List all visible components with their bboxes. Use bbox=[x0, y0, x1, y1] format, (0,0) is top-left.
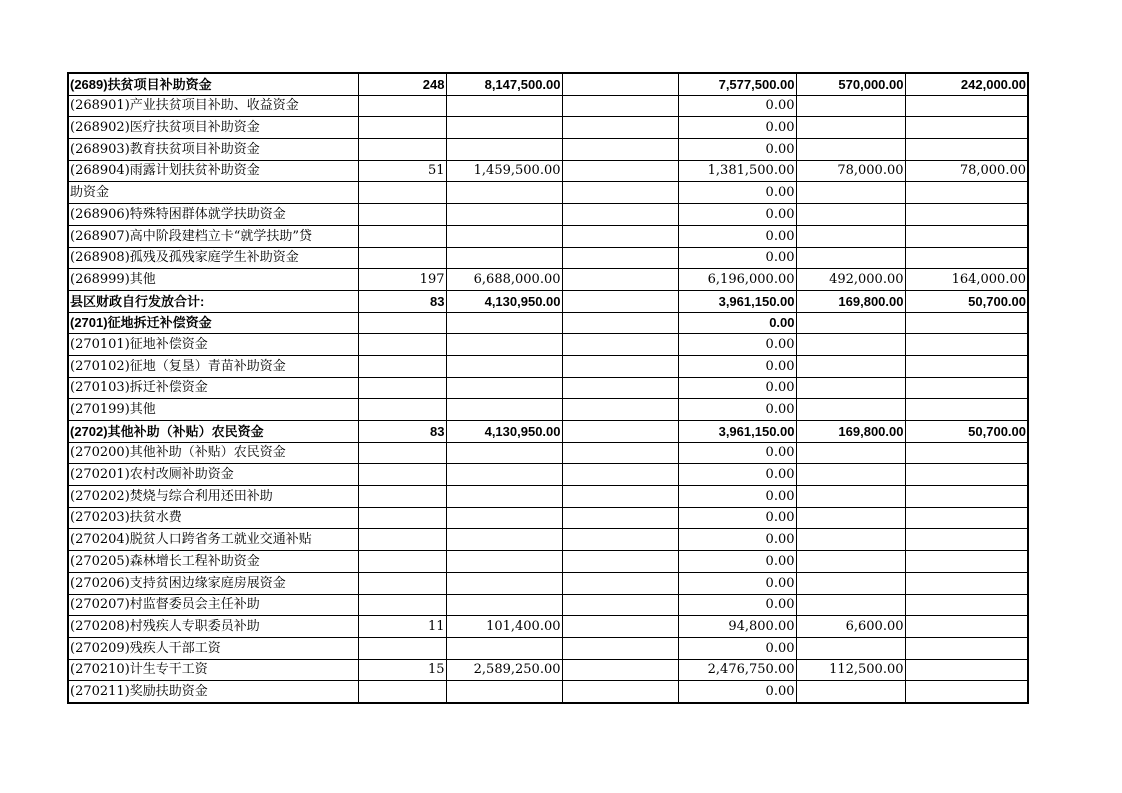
table-row bbox=[68, 572, 1028, 594]
column-5-cell: 0.00 bbox=[678, 377, 796, 399]
item-name-cell: (270201)农村改厕补助资金 bbox=[68, 464, 358, 486]
count-cell bbox=[358, 139, 446, 161]
column-7-cell bbox=[905, 334, 1028, 356]
column-6-cell bbox=[796, 204, 905, 226]
table-row bbox=[68, 681, 1028, 703]
column-4-cell bbox=[562, 377, 678, 399]
column-4-cell bbox=[562, 442, 678, 464]
table-row bbox=[68, 486, 1028, 508]
column-7-cell bbox=[905, 681, 1028, 703]
total-cell bbox=[446, 486, 562, 508]
count-cell: 83 bbox=[358, 421, 446, 443]
column-4-cell bbox=[562, 225, 678, 247]
item-name-cell: (270208)村残疾人专职委员补助 bbox=[68, 616, 358, 638]
column-4-cell bbox=[562, 507, 678, 529]
table-row bbox=[68, 334, 1028, 356]
column-6-cell bbox=[796, 507, 905, 529]
column-7-cell: 78,000.00 bbox=[905, 160, 1028, 182]
column-4-cell bbox=[562, 290, 678, 312]
column-7-cell bbox=[905, 355, 1028, 377]
item-name-cell: (270200)其他补助（补贴）农民资金 bbox=[68, 442, 358, 464]
table-row bbox=[68, 182, 1028, 204]
count-cell bbox=[358, 399, 446, 421]
item-name-cell: (268904)雨露计划扶贫补助资金 bbox=[68, 160, 358, 182]
total-cell bbox=[446, 681, 562, 703]
count-cell: 15 bbox=[358, 659, 446, 681]
column-7-cell bbox=[905, 507, 1028, 529]
total-cell bbox=[446, 355, 562, 377]
column-5-cell: 0.00 bbox=[678, 486, 796, 508]
column-4-cell bbox=[562, 95, 678, 117]
column-4-cell bbox=[562, 139, 678, 161]
table-row bbox=[68, 117, 1028, 139]
item-name-cell: (268907)高中阶段建档立卡“就学扶助”贷 bbox=[68, 225, 358, 247]
total-cell: 1,459,500.00 bbox=[446, 160, 562, 182]
count-cell bbox=[358, 182, 446, 204]
column-6-cell bbox=[796, 486, 905, 508]
column-6-cell bbox=[796, 464, 905, 486]
column-7-cell bbox=[905, 399, 1028, 421]
column-4-cell bbox=[562, 355, 678, 377]
column-4-cell bbox=[562, 182, 678, 204]
column-5-cell: 0.00 bbox=[678, 442, 796, 464]
count-cell bbox=[358, 312, 446, 334]
total-cell bbox=[446, 399, 562, 421]
column-7-cell bbox=[905, 659, 1028, 681]
item-name-cell: (270203)扶贫水费 bbox=[68, 507, 358, 529]
item-name-cell: (2689)扶贫项目补助资金 bbox=[68, 73, 358, 95]
table-row bbox=[68, 377, 1028, 399]
column-7-cell bbox=[905, 637, 1028, 659]
count-cell bbox=[358, 95, 446, 117]
total-cell bbox=[446, 594, 562, 616]
column-7-cell: 164,000.00 bbox=[905, 269, 1028, 291]
count-cell: 248 bbox=[358, 73, 446, 95]
column-5-cell: 0.00 bbox=[678, 312, 796, 334]
column-4-cell bbox=[562, 399, 678, 421]
column-4-cell bbox=[562, 204, 678, 226]
table-row bbox=[68, 290, 1028, 312]
column-4-cell bbox=[562, 637, 678, 659]
total-cell bbox=[446, 182, 562, 204]
column-5-cell: 0.00 bbox=[678, 247, 796, 269]
count-cell bbox=[358, 681, 446, 703]
column-6-cell bbox=[796, 225, 905, 247]
count-cell bbox=[358, 377, 446, 399]
column-5-cell: 0.00 bbox=[678, 594, 796, 616]
total-cell bbox=[446, 312, 562, 334]
count-cell bbox=[358, 572, 446, 594]
item-name-cell: (268903)教育扶贫项目补助资金 bbox=[68, 139, 358, 161]
column-4-cell bbox=[562, 312, 678, 334]
count-cell: 83 bbox=[358, 290, 446, 312]
count-cell bbox=[358, 247, 446, 269]
total-cell: 4,130,950.00 bbox=[446, 290, 562, 312]
item-name-cell: (270206)支持贫困边缘家庭房展资金 bbox=[68, 572, 358, 594]
total-cell bbox=[446, 464, 562, 486]
column-7-cell bbox=[905, 182, 1028, 204]
column-7-cell: 50,700.00 bbox=[905, 421, 1028, 443]
column-5-cell: 0.00 bbox=[678, 204, 796, 226]
column-6-cell bbox=[796, 377, 905, 399]
column-7-cell bbox=[905, 442, 1028, 464]
item-name-cell: (2701)征地拆迁补偿资金 bbox=[68, 312, 358, 334]
item-name-cell: (268906)特殊特困群体就学扶助资金 bbox=[68, 204, 358, 226]
table-row bbox=[68, 204, 1028, 226]
column-7-cell bbox=[905, 225, 1028, 247]
total-cell bbox=[446, 442, 562, 464]
column-5-cell: 1,381,500.00 bbox=[678, 160, 796, 182]
table-row bbox=[68, 355, 1028, 377]
column-5-cell: 0.00 bbox=[678, 334, 796, 356]
item-name-cell: (270209)残疾人干部工资 bbox=[68, 637, 358, 659]
column-6-cell bbox=[796, 334, 905, 356]
count-cell bbox=[358, 334, 446, 356]
item-name-cell: (268908)孤残及孤残家庭学生补助资金 bbox=[68, 247, 358, 269]
column-7-cell bbox=[905, 95, 1028, 117]
table-row bbox=[68, 659, 1028, 681]
column-5-cell: 2,476,750.00 bbox=[678, 659, 796, 681]
column-5-cell: 0.00 bbox=[678, 117, 796, 139]
total-cell bbox=[446, 551, 562, 573]
column-7-cell bbox=[905, 616, 1028, 638]
total-cell bbox=[446, 139, 562, 161]
funds-table bbox=[67, 72, 1029, 704]
count-cell bbox=[358, 225, 446, 247]
column-7-cell bbox=[905, 377, 1028, 399]
column-4-cell bbox=[562, 334, 678, 356]
total-cell bbox=[446, 247, 562, 269]
item-name-cell: 助资金 bbox=[68, 182, 358, 204]
total-cell: 6,688,000.00 bbox=[446, 269, 562, 291]
total-cell bbox=[446, 225, 562, 247]
table-row bbox=[68, 529, 1028, 551]
column-6-cell bbox=[796, 95, 905, 117]
column-5-cell: 0.00 bbox=[678, 95, 796, 117]
column-4-cell bbox=[562, 117, 678, 139]
column-4-cell bbox=[562, 486, 678, 508]
table-row bbox=[68, 73, 1028, 95]
count-cell bbox=[358, 442, 446, 464]
table-row bbox=[68, 160, 1028, 182]
column-4-cell bbox=[562, 616, 678, 638]
column-4-cell bbox=[562, 73, 678, 95]
column-4-cell bbox=[562, 269, 678, 291]
column-7-cell bbox=[905, 247, 1028, 269]
table-row bbox=[68, 225, 1028, 247]
column-6-cell: 112,500.00 bbox=[796, 659, 905, 681]
total-cell: 101,400.00 bbox=[446, 616, 562, 638]
table-row bbox=[68, 616, 1028, 638]
column-7-cell bbox=[905, 572, 1028, 594]
item-name-cell: (270199)其他 bbox=[68, 399, 358, 421]
column-7-cell bbox=[905, 204, 1028, 226]
item-name-cell: (268902)医疗扶贫项目补助资金 bbox=[68, 117, 358, 139]
count-cell bbox=[358, 507, 446, 529]
count-cell bbox=[358, 355, 446, 377]
column-5-cell: 6,196,000.00 bbox=[678, 269, 796, 291]
count-cell bbox=[358, 637, 446, 659]
total-cell bbox=[446, 572, 562, 594]
column-5-cell: 7,577,500.00 bbox=[678, 73, 796, 95]
column-7-cell bbox=[905, 551, 1028, 573]
column-5-cell: 0.00 bbox=[678, 399, 796, 421]
table-row bbox=[68, 442, 1028, 464]
column-5-cell: 0.00 bbox=[678, 182, 796, 204]
column-7-cell bbox=[905, 464, 1028, 486]
count-cell bbox=[358, 529, 446, 551]
column-5-cell: 0.00 bbox=[678, 551, 796, 573]
column-5-cell: 0.00 bbox=[678, 637, 796, 659]
item-name-cell: (270207)村监督委员会主任补助 bbox=[68, 594, 358, 616]
count-cell bbox=[358, 204, 446, 226]
column-7-cell bbox=[905, 486, 1028, 508]
table-row bbox=[68, 464, 1028, 486]
column-6-cell bbox=[796, 355, 905, 377]
total-cell bbox=[446, 204, 562, 226]
column-6-cell: 78,000.00 bbox=[796, 160, 905, 182]
total-cell bbox=[446, 507, 562, 529]
column-5-cell: 0.00 bbox=[678, 572, 796, 594]
column-5-cell: 0.00 bbox=[678, 139, 796, 161]
column-7-cell bbox=[905, 139, 1028, 161]
count-cell: 197 bbox=[358, 269, 446, 291]
column-6-cell bbox=[796, 247, 905, 269]
item-name-cell: 县区财政自行发放合计: bbox=[68, 290, 358, 312]
column-7-cell bbox=[905, 117, 1028, 139]
count-cell: 51 bbox=[358, 160, 446, 182]
column-6-cell bbox=[796, 681, 905, 703]
column-6-cell bbox=[796, 551, 905, 573]
column-7-cell bbox=[905, 594, 1028, 616]
column-4-cell bbox=[562, 247, 678, 269]
item-name-cell: (268999)其他 bbox=[68, 269, 358, 291]
column-6-cell bbox=[796, 594, 905, 616]
column-6-cell bbox=[796, 442, 905, 464]
table-row bbox=[68, 594, 1028, 616]
total-cell: 2,589,250.00 bbox=[446, 659, 562, 681]
total-cell bbox=[446, 637, 562, 659]
item-name-cell: (268901)产业扶贫项目补助、收益资金 bbox=[68, 95, 358, 117]
table-row bbox=[68, 637, 1028, 659]
column-6-cell bbox=[796, 139, 905, 161]
column-4-cell bbox=[562, 464, 678, 486]
column-4-cell bbox=[562, 529, 678, 551]
column-4-cell bbox=[562, 421, 678, 443]
column-6-cell: 169,800.00 bbox=[796, 290, 905, 312]
total-cell: 8,147,500.00 bbox=[446, 73, 562, 95]
column-4-cell bbox=[562, 594, 678, 616]
count-cell bbox=[358, 486, 446, 508]
column-6-cell: 492,000.00 bbox=[796, 269, 905, 291]
item-name-cell: (270210)计生专干工资 bbox=[68, 659, 358, 681]
count-cell bbox=[358, 464, 446, 486]
total-cell bbox=[446, 529, 562, 551]
item-name-cell: (270103)拆迁补偿资金 bbox=[68, 377, 358, 399]
item-name-cell: (270205)森林增长工程补助资金 bbox=[68, 551, 358, 573]
total-cell bbox=[446, 334, 562, 356]
table-row bbox=[68, 139, 1028, 161]
column-7-cell: 242,000.00 bbox=[905, 73, 1028, 95]
count-cell bbox=[358, 594, 446, 616]
column-5-cell: 94,800.00 bbox=[678, 616, 796, 638]
column-6-cell bbox=[796, 529, 905, 551]
table-row bbox=[68, 507, 1028, 529]
column-5-cell: 0.00 bbox=[678, 507, 796, 529]
table-row bbox=[68, 399, 1028, 421]
column-5-cell: 0.00 bbox=[678, 225, 796, 247]
table-row bbox=[68, 312, 1028, 334]
item-name-cell: (270202)焚烧与综合利用还田补助 bbox=[68, 486, 358, 508]
column-5-cell: 0.00 bbox=[678, 681, 796, 703]
item-name-cell: (270211)奖励扶助资金 bbox=[68, 681, 358, 703]
column-5-cell: 0.00 bbox=[678, 355, 796, 377]
column-5-cell: 3,961,150.00 bbox=[678, 421, 796, 443]
column-6-cell: 570,000.00 bbox=[796, 73, 905, 95]
column-6-cell bbox=[796, 572, 905, 594]
column-5-cell: 0.00 bbox=[678, 464, 796, 486]
column-4-cell bbox=[562, 160, 678, 182]
column-4-cell bbox=[562, 572, 678, 594]
column-4-cell bbox=[562, 659, 678, 681]
count-cell: 11 bbox=[358, 616, 446, 638]
total-cell bbox=[446, 377, 562, 399]
column-4-cell bbox=[562, 681, 678, 703]
count-cell bbox=[358, 117, 446, 139]
item-name-cell: (270102)征地（复垦）青苗补助资金 bbox=[68, 355, 358, 377]
column-7-cell bbox=[905, 529, 1028, 551]
total-cell bbox=[446, 95, 562, 117]
column-7-cell bbox=[905, 312, 1028, 334]
column-6-cell bbox=[796, 117, 905, 139]
table-row bbox=[68, 421, 1028, 443]
column-6-cell: 6,600.00 bbox=[796, 616, 905, 638]
column-6-cell: 169,800.00 bbox=[796, 421, 905, 443]
item-name-cell: (2702)其他补助（补贴）农民资金 bbox=[68, 421, 358, 443]
column-5-cell: 0.00 bbox=[678, 529, 796, 551]
column-6-cell bbox=[796, 399, 905, 421]
column-4-cell bbox=[562, 551, 678, 573]
column-7-cell: 50,700.00 bbox=[905, 290, 1028, 312]
table-row bbox=[68, 95, 1028, 117]
item-name-cell: (270101)征地补偿资金 bbox=[68, 334, 358, 356]
column-5-cell: 3,961,150.00 bbox=[678, 290, 796, 312]
total-cell bbox=[446, 117, 562, 139]
table-row bbox=[68, 269, 1028, 291]
table-row bbox=[68, 551, 1028, 573]
column-6-cell bbox=[796, 637, 905, 659]
count-cell bbox=[358, 551, 446, 573]
total-cell: 4,130,950.00 bbox=[446, 421, 562, 443]
column-6-cell bbox=[796, 182, 905, 204]
column-6-cell bbox=[796, 312, 905, 334]
table-row bbox=[68, 247, 1028, 269]
item-name-cell: (270204)脱贫人口跨省务工就业交通补贴 bbox=[68, 529, 358, 551]
